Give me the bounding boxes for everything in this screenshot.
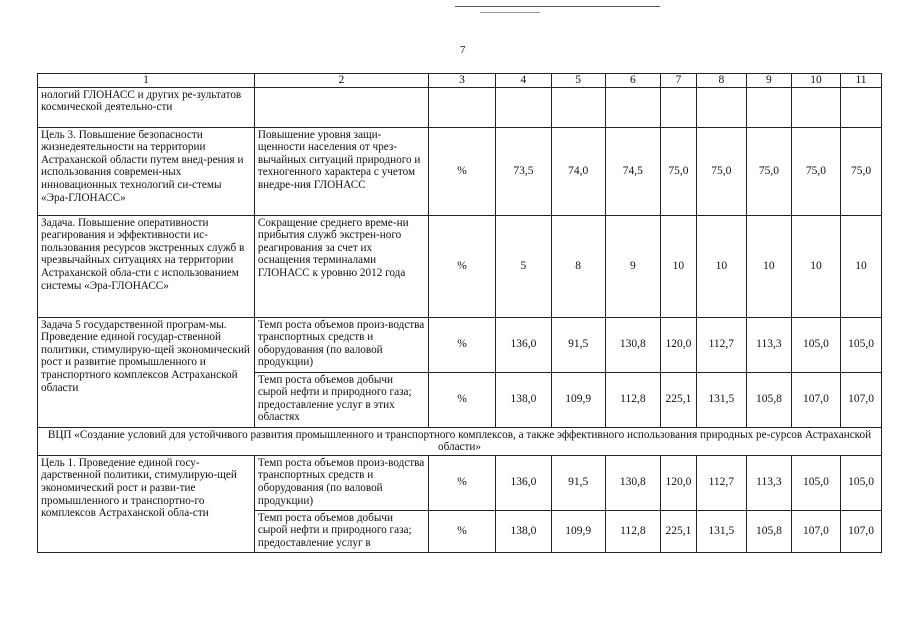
value-cell: 75,0 [791, 127, 840, 215]
header-cell: 11 [841, 74, 882, 88]
value-cell: 112,8 [605, 510, 660, 552]
value-cell: 136,0 [496, 455, 551, 510]
scan-artifact-line [455, 6, 660, 7]
unit-cell [428, 87, 496, 127]
value-cell [696, 87, 746, 127]
value-cell: 112,7 [696, 317, 746, 372]
header-row [38, 74, 882, 88]
indicator-cell: Темп роста объемов произ-водства транспортных средств и оборудования (по валовой продукции) [254, 317, 428, 372]
section-row [38, 427, 882, 455]
table-row [38, 87, 882, 127]
value-cell: 225,1 [660, 372, 696, 427]
value-cell: 10 [791, 215, 840, 317]
goal-cell: Задача. Повышение оперативности реагирования и эффективности ис-пользования ресурсов экстренных служб в чрезвычайных ситуациях на территории Астраханской обла-сти с использованием системы «Эра-ГЛОНАСС» [38, 215, 255, 317]
value-cell [605, 87, 660, 127]
page-number: 7 [460, 44, 466, 56]
value-cell [496, 87, 551, 127]
header-cell: 7 [660, 74, 696, 88]
value-cell [791, 87, 840, 127]
value-cell: 10 [841, 215, 882, 317]
value-cell: 75,0 [841, 127, 882, 215]
indicators-table [37, 73, 882, 553]
unit-cell: % [428, 510, 496, 552]
indicator-cell: Темп роста объемов произ-водства транспортных средств и оборудования (по валовой продукции) [254, 455, 428, 510]
value-cell: 113,3 [746, 317, 791, 372]
value-cell: 105,8 [746, 510, 791, 552]
value-cell: 107,0 [791, 510, 840, 552]
value-cell: 131,5 [696, 510, 746, 552]
table-row [38, 127, 882, 215]
value-cell: 105,0 [841, 455, 882, 510]
value-cell: 130,8 [605, 455, 660, 510]
value-cell: 225,1 [660, 510, 696, 552]
value-cell: 8 [551, 215, 605, 317]
value-cell: 10 [696, 215, 746, 317]
header-cell: 9 [746, 74, 791, 88]
value-cell: 74,0 [551, 127, 605, 215]
value-cell: 75,0 [696, 127, 746, 215]
value-cell: 136,0 [496, 317, 551, 372]
header-cell: 8 [696, 74, 746, 88]
value-cell: 105,8 [746, 372, 791, 427]
goal-cell: нологий ГЛОНАСС и других ре-зультатов космической деятельно-сти [38, 87, 255, 127]
value-cell: 105,0 [791, 317, 840, 372]
unit-cell: % [428, 455, 496, 510]
value-cell: 75,0 [746, 127, 791, 215]
header-cell: 10 [791, 74, 840, 88]
header-cell: 1 [38, 74, 255, 88]
value-cell: 131,5 [696, 372, 746, 427]
value-cell: 91,5 [551, 317, 605, 372]
value-cell: 75,0 [660, 127, 696, 215]
table-row [38, 317, 882, 372]
value-cell: 107,0 [841, 372, 882, 427]
value-cell: 105,0 [841, 317, 882, 372]
header-cell: 3 [428, 74, 496, 88]
indicator-cell: Сокращение среднего време-ни прибытия служб экстрен-ного реагирования за счет их оснащения терминалами ГЛОНАСС к уровню 2012 года [254, 215, 428, 317]
value-cell: 113,3 [746, 455, 791, 510]
value-cell: 112,7 [696, 455, 746, 510]
header-cell: 5 [551, 74, 605, 88]
unit-cell: % [428, 215, 496, 317]
section-title: ВЦП «Создание условий для устойчивого развития промышленного и транспортного комплексов, а также эффективного использования природных ре-сурсов Астраханской области» [38, 427, 882, 455]
table-row [38, 455, 882, 510]
value-cell: 105,0 [791, 455, 840, 510]
value-cell [551, 87, 605, 127]
unit-cell: % [428, 127, 496, 215]
table-row [38, 215, 882, 317]
value-cell: 10 [746, 215, 791, 317]
value-cell: 138,0 [496, 372, 551, 427]
indicator-cell [254, 87, 428, 127]
goal-cell: Цель 3. Повышение безопасности жизнедеятельности на территории Астраханской области путем внед-рения и использования современ-ных инновационных технологий си-стемы «Эра-ГЛОНАСС» [38, 127, 255, 215]
value-cell [660, 87, 696, 127]
value-cell: 74,5 [605, 127, 660, 215]
value-cell: 5 [496, 215, 551, 317]
unit-cell: % [428, 372, 496, 427]
value-cell: 109,9 [551, 510, 605, 552]
value-cell: 112,8 [605, 372, 660, 427]
value-cell: 120,0 [660, 455, 696, 510]
value-cell: 91,5 [551, 455, 605, 510]
value-cell: 107,0 [791, 372, 840, 427]
unit-cell: % [428, 317, 496, 372]
value-cell: 130,8 [605, 317, 660, 372]
value-cell: 9 [605, 215, 660, 317]
indicator-cell: Темп роста объемов добычи сырой нефти и природного газа; предоставление услуг в [254, 510, 428, 552]
indicator-cell: Повышение уровня защи-щенности населения от чрез-вычайных ситуаций природного и техногенного характера с учетом внедре-ния ГЛОНАСС [254, 127, 428, 215]
header-cell: 6 [605, 74, 660, 88]
header-cell: 2 [254, 74, 428, 88]
goal-cell: Задача 5 государственной програм-мы. Проведение единой государ-ственной политики, стимулирую-щей экономический рост и развитие промышленного и транспортного комплексов Астраханской области [38, 317, 255, 427]
value-cell: 73,5 [496, 127, 551, 215]
indicator-cell: Темп роста объемов добычи сырой нефти и природного газа; предоставление услуг в этих областях [254, 372, 428, 427]
value-cell: 107,0 [841, 510, 882, 552]
value-cell: 109,9 [551, 372, 605, 427]
goal-cell: Цель 1. Проведение единой госу-дарственной политики, стимулирую-щей экономический рост и разви-тие промышленного и транспортно-го комплексов Астраханской обла-сти [38, 455, 255, 552]
value-cell: 120,0 [660, 317, 696, 372]
value-cell [746, 87, 791, 127]
value-cell: 138,0 [496, 510, 551, 552]
value-cell [841, 87, 882, 127]
header-cell: 4 [496, 74, 551, 88]
scan-artifact-line [480, 12, 540, 13]
value-cell: 10 [660, 215, 696, 317]
